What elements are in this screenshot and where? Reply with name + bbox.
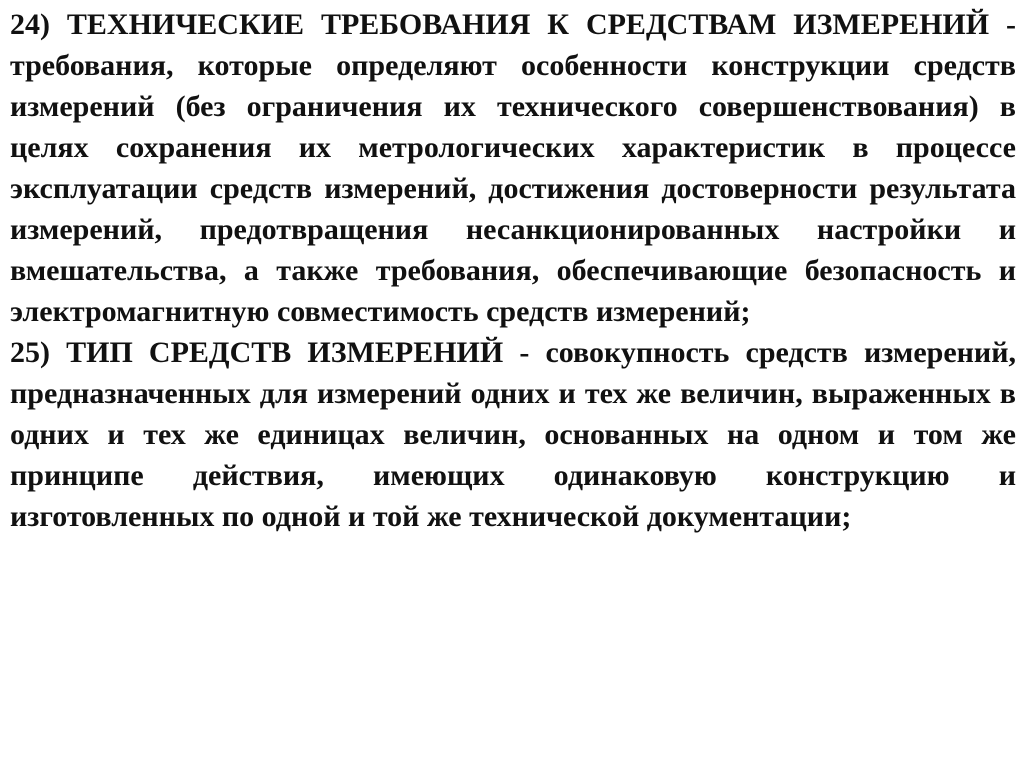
definition-24 bbox=[10, 4, 1016, 332]
definition-dash: - bbox=[1006, 8, 1017, 41]
definition-text: совокупность средств измерений, предназначенных для измерений одних и тех же величин, выраженных в одних и тех же единицах величин, основанных на одном и том же принципе действия, имеющих одинаковую конструкцию и изготовленных по одной и той же технической документации; bbox=[10, 336, 1016, 533]
slide-content bbox=[10, 4, 1016, 537]
definition-dash: - bbox=[519, 336, 530, 369]
definition-number: 25) bbox=[10, 336, 50, 369]
definition-term: ТИП СРЕДСТВ ИЗМЕРЕНИЙ bbox=[66, 336, 504, 369]
definition-number: 24) bbox=[10, 8, 50, 41]
definition-text: требования, которые определяют особенности конструкции средств измерений (без ограничения их технического совершенствования) в целях сохранения их метрологических характеристик в процессе эксплуатации средств измерений, достижения достоверности результата измерений, предотвращения несанкционированных настройки и вмешательства, а также требования, обеспечивающие безопасность и электромагнитную совместимость средств измерений; bbox=[10, 49, 1016, 328]
definition-term: ТЕХНИЧЕСКИЕ ТРЕБОВАНИЯ К СРЕДСТВАМ ИЗМЕРЕНИЙ bbox=[66, 8, 990, 41]
definition-25 bbox=[10, 332, 1016, 537]
